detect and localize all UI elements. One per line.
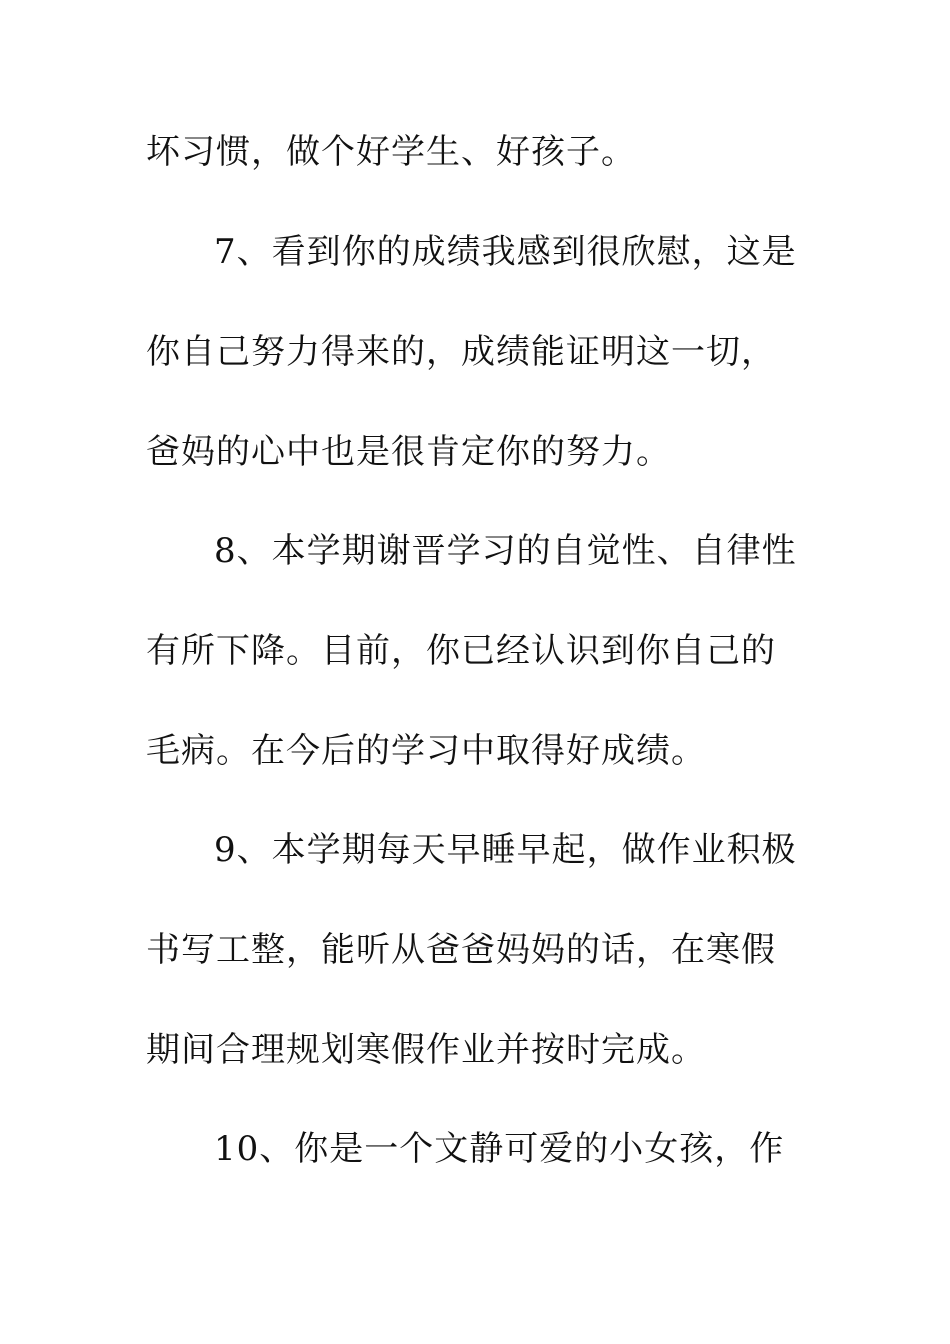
text-line: 书写工整，能听从爸爸妈妈的话，在寒假 <box>146 930 776 970</box>
text-line: 7、看到你的成绩我感到很欣慰，这是 <box>214 232 797 272</box>
text-line: 坏习惯，做个好学生、好孩子。 <box>146 132 636 172</box>
text-line: 有所下降。目前，你已经认识到你自己的 <box>146 631 776 671</box>
text-line: 你自己努力得来的，成绩能证明这一切， <box>146 332 776 372</box>
text-line: 爸妈的心中也是很肯定你的努力。 <box>146 432 671 472</box>
text-line: 10、你是一个文静可爱的小女孩，作 <box>214 1129 785 1169</box>
text-line: 毛病。在今后的学习中取得好成绩。 <box>146 731 706 771</box>
text-line: 9、本学期每天早睡早起，做作业积极 <box>214 830 797 870</box>
text-line: 期间合理规划寒假作业并按时完成。 <box>146 1030 706 1070</box>
text-line: 8、本学期谢晋学习的自觉性、自律性 <box>214 531 797 571</box>
